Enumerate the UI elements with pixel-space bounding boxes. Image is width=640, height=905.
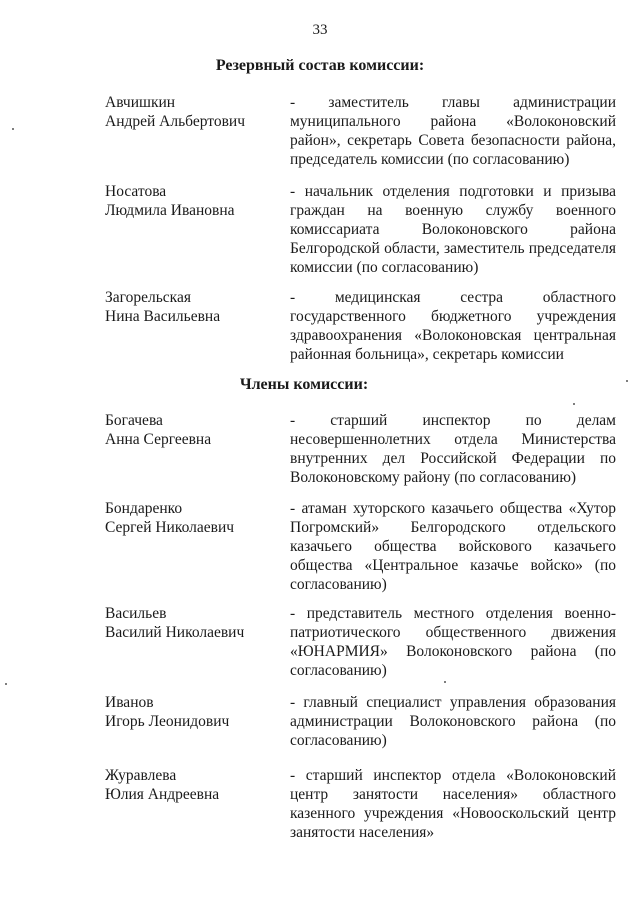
surname: Бондаренко: [105, 500, 183, 517]
given-names: Людмила Ивановна: [105, 202, 235, 219]
person-name: [105, 604, 285, 642]
position-description: - медицинская сестра областного государственного бюджетного учреждения здравоохранения «Волоконовская центральная районная больница», секретарь комиссии: [290, 289, 616, 363]
position-description: - атаман хуторского казачьего общества «Хутор Погромский» Белгородского отдельского казачьего общества войскового казачьего общества «Центральное казачье войско» (по согласованию): [290, 500, 616, 593]
surname: Авчишкин: [105, 94, 176, 111]
given-names: Нина Васильевна: [105, 308, 221, 325]
page-number: 33: [312, 22, 328, 38]
given-names: Сергей Николаевич: [105, 519, 235, 536]
given-names: Василий Николаевич: [105, 624, 245, 641]
position-description: - заместитель главы администрации муниципального района «Волоконовский район», секретарь Совета безопасности района, председатель комиссии (по согласованию): [290, 94, 616, 168]
surname: Загорельская: [105, 289, 191, 306]
given-names: Юлия Андреевна: [105, 786, 220, 803]
position-description: - начальник отделения подготовки и призыва граждан на военную службу военного комиссариата Волоконовского района Белгородской области, заместитель председателя комиссии (по согласованию): [290, 183, 616, 276]
members-section-heading: Члены комиссии:: [239, 376, 369, 393]
surname: Васильев: [105, 605, 167, 622]
person-name: [105, 288, 285, 326]
surname: Иванов: [105, 694, 154, 711]
person-name: [105, 499, 285, 537]
scan-speck: [444, 681, 446, 683]
person-name: [105, 411, 285, 449]
scan-speck: [573, 403, 575, 405]
person-name: [105, 693, 285, 731]
given-names: Анна Сергеевна: [105, 431, 212, 448]
reserve-section-heading: Резервный состав комиссии:: [215, 57, 425, 74]
person-name: [105, 93, 285, 131]
surname: Носатова: [105, 183, 167, 200]
position-description: - старший инспектор отдела «Волоконовский центр занятости населения» областного казенного учреждения «Новооскольский центр занятости населения»: [290, 767, 616, 841]
position-description: - старший инспектор по делам несовершеннолетних отдела Министерства внутренних дел Российской Федерации по Волоконовскому району (по согласованию): [290, 412, 616, 486]
surname: Богачева: [105, 412, 163, 429]
surname: Журавлева: [105, 767, 177, 784]
scan-speck: [12, 128, 14, 130]
scan-speck: [626, 380, 628, 382]
position-description: - представитель местного отделения военно-патриотического общественного движения «ЮНАРМИЯ» Волоконовского района (по согласованию): [290, 605, 616, 679]
position-description: - главный специалист управления образования администрации Волоконовского района (по согласованию): [290, 694, 616, 749]
person-name: [105, 766, 285, 804]
given-names: Игорь Леонидович: [105, 713, 230, 730]
scan-speck: [5, 683, 7, 685]
given-names: Андрей Альбертович: [105, 113, 246, 130]
person-name: [105, 182, 285, 220]
